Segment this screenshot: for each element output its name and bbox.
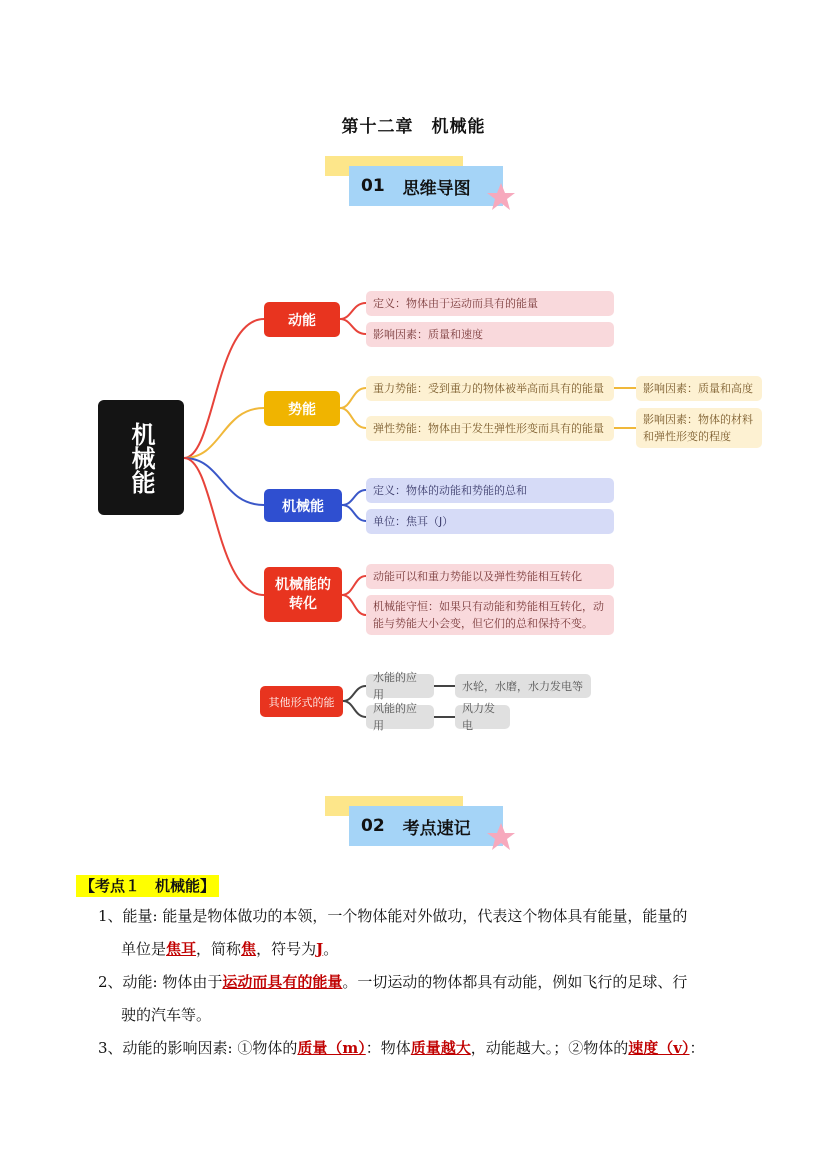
mindmap-leaf-water-energy: 水能的应用 bbox=[366, 674, 434, 698]
mindmap-leaf-elastic-potential: 弹性势能：物体由于发生弹性形变而具有的能量 bbox=[366, 416, 614, 441]
highlight-text: 焦耳 bbox=[166, 940, 197, 958]
mindmap-node-potential: 势能 bbox=[264, 391, 340, 426]
text: ：物体 bbox=[365, 1039, 411, 1057]
paragraph-line: 驶的汽车等。 bbox=[121, 1006, 212, 1024]
text: 。一切运动的物体都具有动能，例如飞行的足球、行 bbox=[342, 973, 688, 991]
mindmap-leaf-mechanical-unit: 单位：焦耳（J） bbox=[366, 509, 614, 534]
text: ： bbox=[689, 1039, 705, 1057]
banner-number: 01 bbox=[361, 176, 385, 196]
highlight-text: 质量越大 bbox=[410, 1039, 471, 1057]
mindmap-leaf-wind-examples: 风力发电 bbox=[455, 705, 510, 729]
highlight-text: 焦 bbox=[241, 940, 257, 958]
mindmap-leaf-mechanical-definition: 定义：物体的动能和势能的总和 bbox=[366, 478, 614, 503]
mindmap-leaf-kinetic-definition: 定义：物体由于运动而具有的能量 bbox=[366, 291, 614, 316]
mindmap-leaf-conservation: 机械能守恒：如果只有动能和势能相互转化，动能与势能大小会变，但它们的总和保持不变。 bbox=[366, 595, 614, 635]
keypoint-tag: 【考点１ 机械能】 bbox=[76, 875, 219, 897]
highlight-text: 质量（m） bbox=[297, 1039, 366, 1057]
mindmap-node-other-energy: 其他形式的能 bbox=[260, 686, 343, 717]
paragraph-line bbox=[98, 1032, 778, 1065]
banner-label: 考点速记 bbox=[402, 818, 471, 839]
mindmap-leaf-wind-energy: 风能的应用 bbox=[366, 705, 434, 729]
paragraph-line bbox=[98, 933, 758, 966]
paragraph-line: 1、能量: 能量是物体做功的本领，一个物体能对外做功，代表这个物体具有能量，能量的 bbox=[98, 907, 688, 925]
mindmap-root: 机械能 bbox=[98, 400, 184, 515]
text: 。 bbox=[323, 940, 339, 958]
text: 3、动能的影响因素: ①物体的 bbox=[98, 1039, 298, 1057]
mindmap-leaf-kinetic-factors: 影响因素：质量和速度 bbox=[366, 322, 614, 347]
mindmap-node-mechanical: 机械能 bbox=[264, 489, 342, 522]
text: 单位是 bbox=[121, 940, 167, 958]
page-title: 第十二章 机械能 bbox=[341, 117, 486, 137]
star-icon bbox=[486, 822, 516, 852]
mindmap-leaf-gravity-potential: 重力势能：受到重力的物体被举高而具有的能量 bbox=[366, 376, 614, 401]
section-banner-keypoints bbox=[323, 796, 513, 852]
mindmap-node-conversion: 机械能的转化 bbox=[264, 567, 342, 622]
highlight-text: J bbox=[316, 940, 324, 958]
text: 2、动能: 物体由于 bbox=[98, 973, 223, 991]
paragraph-kinetic-factors bbox=[98, 1032, 778, 1065]
banner-number: 02 bbox=[361, 816, 385, 836]
text: ，动能越大。；②物体的 bbox=[470, 1039, 629, 1057]
mindmap-leaf-elastic-factors: 影响因素：物体的材料和弹性形变的程度 bbox=[636, 408, 762, 448]
paragraph-energy bbox=[98, 900, 758, 966]
banner-box bbox=[349, 806, 503, 846]
mindmap-leaf-gravity-factors: 影响因素：质量和高度 bbox=[636, 376, 762, 401]
paragraph-kinetic-energy bbox=[98, 966, 758, 1032]
paragraph-line bbox=[98, 966, 758, 999]
text: ，符号为 bbox=[256, 940, 317, 958]
mindmap-node-kinetic: 动能 bbox=[264, 302, 340, 337]
banner-label: 思维导图 bbox=[402, 178, 471, 199]
mindmap-leaf-conversion: 动能可以和重力势能以及弹性势能相互转化 bbox=[366, 564, 614, 589]
highlight-text: 运动而具有的能量 bbox=[222, 973, 343, 991]
highlight-text: 速度（v） bbox=[628, 1039, 690, 1057]
text: ，简称 bbox=[196, 940, 242, 958]
mindmap-leaf-water-examples: 水轮，水磨，水力发电等 bbox=[455, 674, 591, 698]
